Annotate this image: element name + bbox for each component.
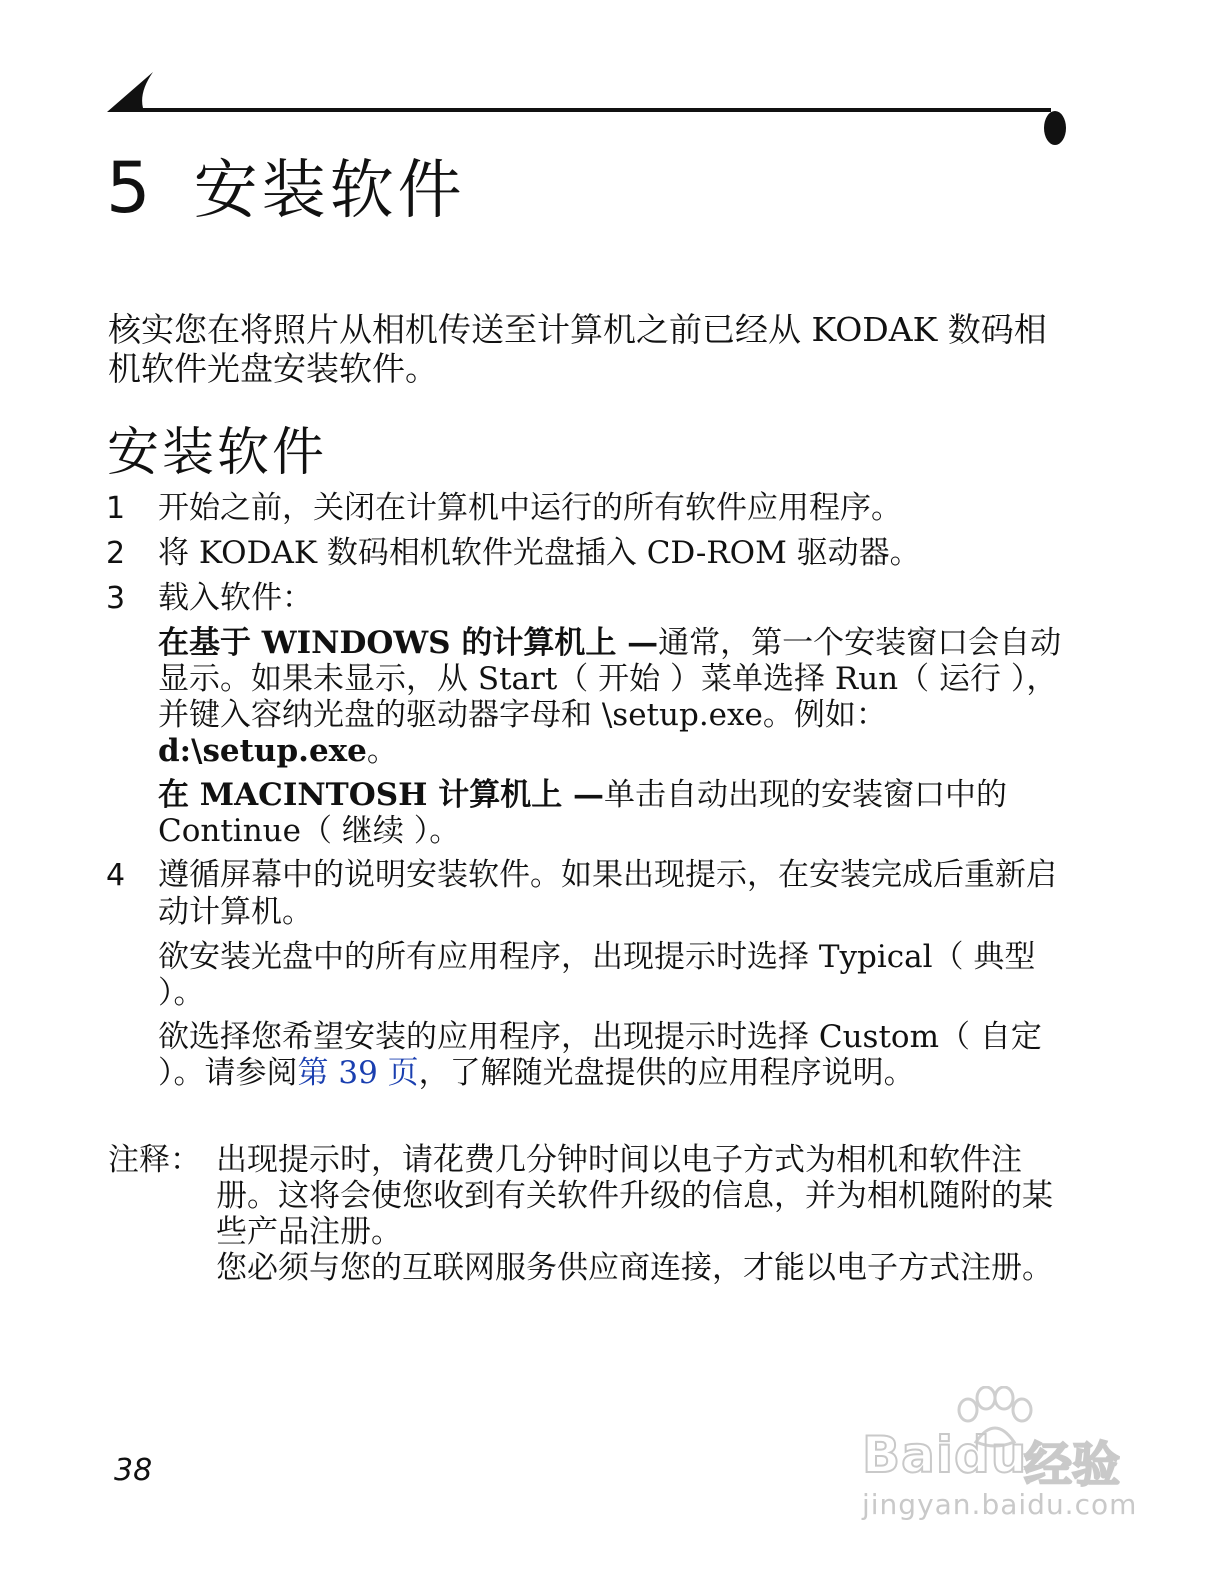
step-number: 1 xyxy=(106,491,126,526)
step-text: 开始之前，关闭在计算机中运行的所有软件应用程序。 xyxy=(158,490,902,526)
step-text: 载入软件： xyxy=(158,580,313,616)
mac-lead: 在 MACINTOSH 计算机上 — xyxy=(158,777,605,813)
watermark-brand: Baidu xyxy=(862,1426,1028,1484)
windows-instructions xyxy=(106,625,1066,769)
page-number: 38 xyxy=(114,1453,153,1488)
step-text: 将 KODAK 数码相机软件光盘插入 CD-ROM 驱动器。 xyxy=(158,535,921,571)
windows-tail: 。 xyxy=(366,733,398,769)
step-item xyxy=(106,490,1066,527)
intro-paragraph: 核实您在将照片从相机传送至计算机之前已经从 KODAK 数码相机软件光盘安装软件。 xyxy=(108,310,1047,388)
custom-text: 欲选择您希望安装的应用程序，出现提示时选择 Custom（ 自定 ）。请参阅 xyxy=(158,1019,1042,1091)
steps-list xyxy=(106,490,1066,1099)
step-number: 4 xyxy=(106,858,126,893)
step-number: 2 xyxy=(106,536,126,571)
chapter-heading xyxy=(106,148,466,238)
watermark-cn: 经验 xyxy=(1024,1437,1121,1493)
note-label: 注释： xyxy=(108,1142,201,1178)
windows-example: d:\setup.exe xyxy=(158,733,367,769)
watermark-url: jingyan.baidu.com xyxy=(862,1488,1138,1521)
note-body xyxy=(216,1142,1078,1286)
custom-option xyxy=(106,1019,1066,1091)
step-item xyxy=(106,857,1066,931)
windows-text: 通常，第一个安装窗口会自动显示。如果未显示，从 Start（ 开始 ）菜单选择 Run（ 运行 ），并键入容纳光盘的驱动器字母和 \setup.exe。例如： xyxy=(158,625,1062,733)
step-number: 3 xyxy=(106,581,126,616)
chapter-number: 5 xyxy=(106,147,151,229)
mac-instructions xyxy=(106,777,1066,849)
custom-text-end: ，了解随光盘提供的应用程序说明。 xyxy=(418,1055,915,1091)
header-rule xyxy=(105,66,1067,146)
step-text: 遵循屏幕中的说明安装软件。如果出现提示，在安装完成后重新启动计算机。 xyxy=(158,857,1057,930)
note-paragraph: 您必须与您的互联网服务供应商连接，才能以电子方式注册。 xyxy=(216,1250,1053,1286)
chapter-title: 安装软件 xyxy=(193,154,466,228)
note-block xyxy=(108,1142,1078,1286)
note-paragraph: 出现提示时，请花费几分钟时间以电子方式为相机和软件注册。这将会使您收到有关软件升级的信息，并为相机随附的某些产品注册。 xyxy=(216,1142,1053,1250)
page-39-link[interactable]: 第 39 页 xyxy=(297,1055,419,1091)
mac-text: 单击自动出现的安装窗口中的 Continue（ 继续 ）。 xyxy=(158,777,1008,849)
typical-option: 欲安装光盘中的所有应用程序，出现提示时选择 Typical（ 典型 ）。 xyxy=(158,939,1036,1011)
step-item xyxy=(106,535,1066,572)
step-item xyxy=(106,580,1066,617)
section-title: 安装软件 xyxy=(107,423,328,483)
baidu-watermark xyxy=(856,1386,1146,1526)
windows-lead: 在基于 WINDOWS 的计算机上 — xyxy=(158,625,659,661)
